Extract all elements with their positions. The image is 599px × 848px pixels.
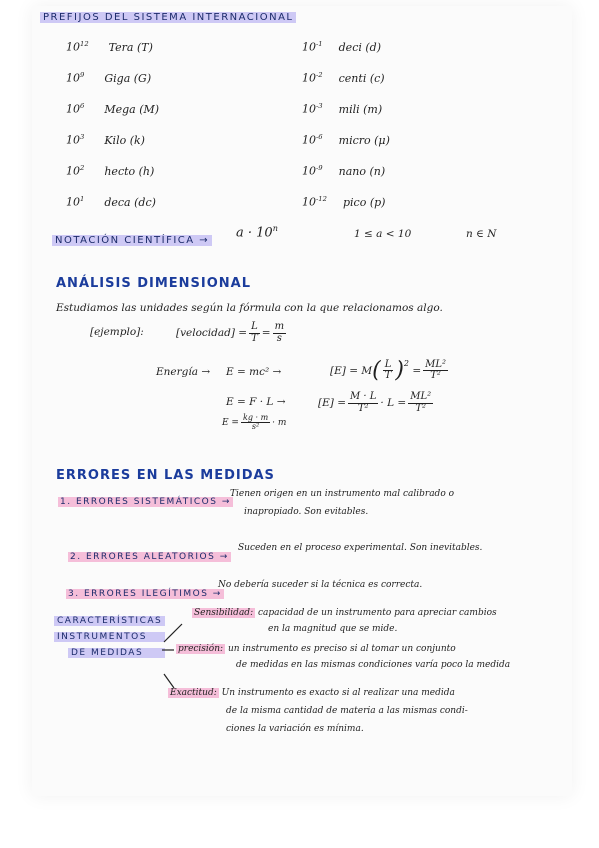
error-label: 1. ERRORES SISTEMÁTICOS →	[60, 497, 231, 507]
prefix-power: 10	[302, 40, 316, 54]
prefix-name: Tera (T)	[108, 40, 153, 54]
characteristic-definition: Un instrumento es exacto si al realizar una medida	[221, 688, 455, 698]
prefixes-title: PREFIJOS DEL SISTEMA INTERNACIONAL	[40, 12, 296, 23]
scientific-formula-exponent: n	[272, 224, 278, 233]
prefix-power: 10	[302, 102, 316, 116]
characteristics-title	[54, 616, 165, 658]
characteristic-accuracy-line2: de la misma cantidad de materia a las mismas condi-	[226, 706, 468, 716]
error-item-systematic	[58, 489, 233, 508]
error-text-continued: inapropiado. Son evitables.	[244, 507, 369, 517]
characteristic-definition: capacidad de un instrumento para apreciar cambios	[257, 608, 497, 618]
prefix-name: Kilo (k)	[104, 133, 145, 147]
fraction-denominator: T	[251, 332, 258, 344]
characteristic-term: Sensibilidad:	[194, 608, 254, 618]
energy-dimension-equation: [E] = M ( $\frac{L}{T}$ ) $^2$ = $\frac{\text{ML²}}{\text{T²}}$	[330, 358, 447, 383]
prefix-exponent: 2	[80, 164, 85, 172]
characteristic-term: Exactitud:	[170, 688, 217, 698]
characteristic-sensitivity-line2: en la magnitud que se mide.	[268, 624, 398, 634]
prefix-name: hecto (h)	[104, 164, 155, 178]
notebook-page	[32, 6, 572, 796]
prefix-row	[302, 40, 381, 54]
characteristic-accuracy-line3: ciones la variación es mínima.	[226, 724, 364, 734]
prefix-row	[66, 40, 153, 54]
scientific-condition-a: 1 ≤ a < 10	[354, 228, 412, 240]
prefix-exponent: 12	[80, 40, 89, 48]
characteristics-title-line: DE MEDIDAS	[68, 648, 165, 658]
prefix-exponent: -2	[316, 71, 323, 79]
characteristic-definition: un instrumento es preciso si al tomar un conjunto	[227, 644, 456, 654]
work-fraction-ml-t2	[348, 392, 378, 414]
prefix-row	[66, 195, 156, 209]
dimensional-intro: Estudiamos las unidades según la fórmula con la que relacionamos algo.	[56, 302, 443, 314]
prefix-name: nano (n)	[338, 164, 386, 178]
fraction-numerator: m	[274, 321, 285, 332]
prefix-exponent: 1	[80, 195, 85, 203]
fraction-denominator: T²	[430, 370, 441, 381]
fraction-numerator: ML²	[410, 391, 432, 402]
error-item-random	[68, 544, 231, 563]
scientific-notation-row	[52, 228, 212, 247]
fraction-denominator: s²	[251, 422, 260, 432]
work-dimension-equation	[318, 392, 435, 414]
prefix-power: 10	[302, 133, 316, 147]
prefix-row	[302, 102, 382, 116]
velocity-fraction-m-s	[273, 322, 286, 344]
prefix-exponent: -9	[316, 164, 323, 172]
prefix-power: 10	[66, 195, 80, 209]
prefix-power: 10	[66, 71, 80, 85]
fraction-numerator: M · L	[350, 391, 377, 402]
prefix-name: deca (dc)	[104, 195, 156, 209]
scientific-notation-label: NOTACIÓN CIENTÍFICA →	[52, 235, 212, 246]
prefix-name: pico (p)	[342, 195, 386, 209]
characteristic-term: precisión:	[178, 644, 224, 654]
error-text: No debería suceder si la técnica es correcta.	[218, 580, 423, 590]
work-dimension-lhs: [E] =	[318, 397, 346, 409]
prefix-name: Mega (M)	[104, 102, 160, 116]
fraction-numerator: kg · m	[242, 413, 269, 422]
prefix-row	[66, 133, 145, 147]
error-item-illegitimate	[66, 581, 224, 600]
prefix-exponent: -6	[316, 133, 323, 141]
error-label: 3. ERRORES ILEGÍTIMOS →	[68, 589, 222, 599]
scientific-formula-base: a · 10	[236, 225, 273, 241]
error-label: 2. ERRORES ALEATORIOS →	[70, 552, 229, 562]
prefix-power: 10	[302, 71, 316, 85]
characteristics-title-line: INSTRUMENTOS	[54, 632, 165, 642]
energy-fraction-ml2-t2	[423, 360, 448, 382]
fraction-numerator: L	[251, 321, 258, 332]
prefix-exponent: -12	[316, 195, 327, 203]
error-text: Suceden en el proceso experimental. Son inevitables.	[238, 543, 483, 553]
velocity-lhs: [velocidad] =	[176, 327, 248, 339]
unit-equation	[222, 414, 286, 432]
unit-multiplier: · m	[272, 417, 287, 428]
prefix-power: 10	[66, 133, 80, 147]
prefix-exponent: 9	[80, 71, 85, 79]
prefix-name: micro (μ)	[338, 133, 390, 147]
prefix-power: 10	[66, 164, 80, 178]
fraction-denominator: s	[276, 332, 282, 344]
prefix-power: 10	[66, 40, 80, 54]
prefix-row	[66, 102, 159, 116]
prefix-name: mili (m)	[338, 102, 383, 116]
dimensional-analysis-title: ANÁLISIS DIMENSIONAL	[56, 276, 252, 291]
characteristic-accuracy	[168, 688, 455, 698]
characteristic-precision	[176, 644, 456, 654]
characteristic-precision-line2: de medidas en las mismas condiciones varía poco la medida	[236, 660, 511, 670]
prefix-power: 10	[302, 164, 316, 178]
fraction-numerator: ML²	[425, 358, 447, 370]
fraction-numerator: L	[384, 358, 392, 370]
velocity-equation: [velocidad] = $\frac{L}{T}$ = $\frac{m}{s}$	[176, 321, 285, 344]
prefix-power: 10	[302, 195, 316, 209]
energy-dimension-lhs: [E] = M	[330, 364, 373, 377]
energy-fraction-l-t	[383, 360, 394, 382]
prefix-row	[302, 71, 385, 85]
prefix-name: centi (c)	[338, 71, 385, 85]
work-fraction-ml2-t2	[408, 392, 433, 414]
scientific-formula	[236, 224, 278, 240]
fraction-denominator: T²	[415, 402, 426, 414]
example-label: [ejemplo]:	[90, 326, 144, 338]
scientific-condition-n: n ∈ N	[466, 228, 497, 240]
velocity-fraction-l-t	[249, 322, 260, 344]
prefix-exponent: 6	[80, 102, 85, 110]
fraction-denominator: T²	[357, 402, 369, 414]
prefix-row	[66, 71, 151, 85]
prefix-row	[302, 164, 385, 178]
errors-title: ERRORES EN LAS MEDIDAS	[56, 468, 275, 483]
unit-lhs: E =	[222, 417, 239, 428]
energy-formula: E = mc² →	[226, 366, 282, 378]
prefix-power: 10	[66, 102, 80, 116]
prefix-name: Giga (G)	[104, 71, 152, 85]
prefix-row	[302, 133, 390, 147]
prefix-row	[66, 164, 154, 178]
work-formula: E = F · L →	[226, 396, 286, 408]
fraction-denominator: T	[384, 370, 392, 381]
characteristic-sensitivity	[192, 608, 497, 618]
characteristics-title-line: CARACTERÍSTICAS	[54, 616, 165, 626]
prefix-name: deci (d)	[338, 40, 381, 54]
prefix-exponent: -1	[316, 40, 323, 48]
work-multiplier: · L =	[380, 397, 407, 409]
prefix-row	[302, 195, 385, 209]
prefix-exponent: -3	[316, 102, 323, 110]
energy-label: Energía →	[156, 366, 211, 378]
error-text: Tienen origen en un instrumento mal calibrado o	[230, 489, 455, 499]
prefix-exponent: 3	[80, 133, 85, 141]
unit-fraction	[241, 414, 270, 432]
